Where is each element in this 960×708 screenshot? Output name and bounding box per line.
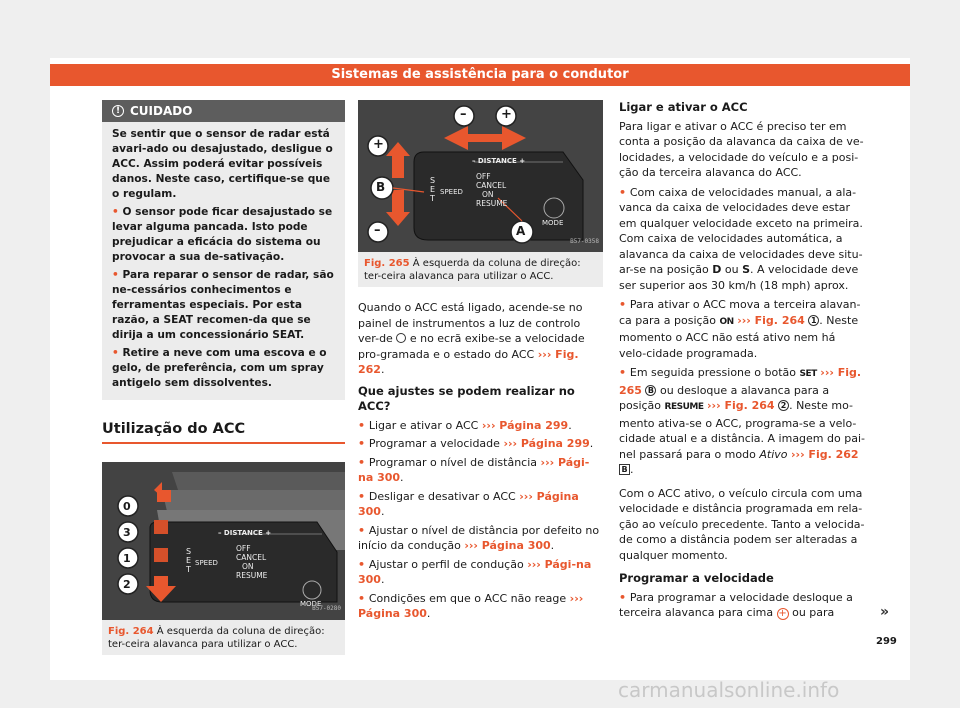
list-item (358, 455, 603, 486)
lever-set-labels (186, 547, 191, 574)
caution-bullet-text: Para reparar o sensor de radar, são ne-cessários conhecimentos e ferramentas especiais. Por esta razão, a SEAT recomen-da que se dirija a um concessionário SEAT. (112, 269, 334, 341)
lever-speed-label: SPEED (195, 558, 218, 567)
figure-label-2: 2 (123, 577, 131, 591)
page-link[interactable]: ››› Pági-na 300 (358, 557, 592, 586)
page-number: 299 (876, 636, 897, 647)
column-middle (358, 100, 603, 625)
list-item (358, 436, 603, 452)
figure-caption-text: À esquerda da coluna de direção: ter-ceira alavanca para utilizar o ACC. (108, 625, 325, 650)
figure-number: Fig. 265 (364, 258, 410, 269)
lever-distance-label: – DISTANCE + (472, 157, 526, 165)
plus-label: + (501, 107, 512, 122)
text: Em seguida pressione o botão (629, 366, 797, 379)
intro-text: Quando o ACC está ligado, acende-se no painel de instrumentos a luz de controlo ver-de (358, 301, 583, 345)
position-on: ON (719, 316, 734, 327)
figure-265-image (358, 100, 603, 252)
section-title-text: Utilização do ACC (102, 421, 246, 437)
continue-marker: » (880, 604, 890, 620)
text: . A velocidade deve ser superior aos 30 km/h (18 mph) aprox. (619, 263, 859, 292)
text: . Neste mo-mento ativa-se o ACC, programa-se a velo-cidade atual e a distância. A imagem do pai-nel passará para o modo (619, 399, 865, 461)
left-plus-label: + (373, 137, 384, 152)
figure-label-3: 3 (123, 525, 131, 539)
mode-ativo: Ativo (759, 447, 788, 461)
caution-bullet-text: O sensor pode ficar desajustado se levar alguma pancada. Isto pode prejudicar a eficácia do sistema ou provocar a sua de-sativação. (112, 206, 333, 263)
lever-resume-label: RESUME (236, 570, 268, 580)
figure-264 (102, 462, 345, 655)
button-set: SET (799, 369, 817, 379)
figure-caption-text: À esquerda da coluna de direção: ter-ceira alavanca para utilizar o ACC. (364, 258, 581, 282)
lever-mode-label: MODE (300, 599, 322, 608)
list-item (358, 523, 603, 554)
label-a: A (516, 224, 526, 238)
punctuation: . (380, 363, 385, 376)
lever-s-label: S (430, 176, 436, 185)
lever-e-label: E (186, 555, 192, 565)
figure-link[interactable]: ››› Fig. 262 (358, 347, 579, 376)
punctuation: . (380, 573, 385, 586)
lever-mode-labels (476, 172, 507, 208)
intro-paragraph (358, 300, 603, 378)
heading-ligar: Ligar e ativar o ACC (619, 100, 748, 114)
bullet-icon: • (112, 269, 123, 281)
bullet-icon: • (619, 185, 630, 199)
text: Para ativar o ACC mova a terceira alavan-ca para a posição (619, 298, 861, 327)
callout-badge: B (645, 385, 656, 396)
bullet-icon: • (619, 590, 630, 604)
text: Com caixa de velocidades manual, a ala-vanca da caixa de velocidades deve estar em qualquer velocidade exceto na primeira. Com caixa de velocidades automática, a alavanca da caixa de velocidades deve situ-ar-se na posição (619, 185, 863, 276)
plus-badge-icon: + (778, 608, 787, 619)
text: ou para (792, 606, 835, 619)
punctuation: . (568, 418, 572, 432)
page-link[interactable]: ››› Pági-na 300 (358, 455, 590, 484)
list-item (358, 591, 603, 622)
paragraph: Para ligar e ativar o ACC é preciso ter em conta a posição da alavanca da caixa de ve-locidades, a velocidade do veículo e a posi-ção da terceira alavanca do ACC. (619, 119, 864, 179)
caution-bullet (112, 205, 337, 265)
caution-bullet-text: Retire a neve com uma escova e o gelo, de preferência, com um spray antigelo sem dissolventes. (112, 347, 327, 389)
figure-link[interactable]: ››› Fig. 264 (737, 313, 805, 327)
bullet-icon: • (358, 591, 369, 605)
caution-title: CUIDADO (130, 104, 193, 118)
lever-cancel-label: CANCEL (236, 552, 267, 562)
lever-cancel-label: CANCEL (476, 181, 507, 190)
bullet-icon: • (619, 298, 630, 311)
caution-box (102, 100, 345, 400)
list-item-text: Condições em que o ACC não reage (368, 591, 567, 605)
lever-mode-label: MODE (542, 219, 564, 227)
bullet-icon: • (358, 557, 369, 571)
lever-e-label: E (430, 185, 436, 194)
lever-distance-label: – DISTANCE + (218, 528, 272, 537)
punctuation: . (550, 539, 555, 552)
figure-label-0: 0 (123, 499, 131, 513)
bullet-icon: • (358, 523, 369, 537)
callout-badge: B (619, 464, 630, 475)
left-minus-label: – (374, 223, 381, 238)
figure-265 (358, 100, 603, 287)
bullet-icon: • (112, 206, 123, 218)
bullet-paragraph (619, 297, 865, 361)
bullet-icon: • (358, 455, 369, 469)
bullet-icon: • (619, 366, 630, 379)
figure-265-caption (358, 252, 603, 287)
lever-speed-label: SPEED (440, 188, 463, 196)
question-heading: Que ajustes se podem realizar no ACC? (358, 383, 575, 413)
page-link[interactable]: ››› Página 300 (464, 539, 551, 552)
lever-s-label: S (186, 546, 192, 556)
text: ou (724, 263, 739, 276)
lever-mode-labels (236, 544, 267, 580)
figure-number: Fig. 264 (108, 625, 154, 637)
figure-link[interactable]: ››› Fig. 264 (707, 399, 775, 412)
text: ou desloque a alavanca para a posição (619, 383, 830, 412)
caution-bullet (112, 346, 337, 391)
lever-resume-label: RESUME (476, 199, 508, 208)
list-item-text: Desligar e desativar o ACC (368, 489, 516, 503)
text: Para programar a velocidade desloque a terceira alavanca para cima (619, 590, 853, 619)
punctuation: . (630, 463, 634, 476)
punctuation: . (589, 437, 594, 450)
page-link[interactable]: ››› Página 299 (503, 437, 590, 450)
callout-badge: 2 (778, 400, 789, 411)
figure-id: B57-0280 (312, 605, 341, 612)
list-item-text: Ligar e ativar o ACC (368, 418, 479, 432)
lever-t-label: T (430, 194, 435, 203)
position-resume: RESUME (664, 402, 704, 412)
punctuation: . (400, 471, 404, 484)
lever-on-label: ON (482, 190, 494, 199)
heading-programar: Programar a velocidade (619, 571, 774, 585)
page-header: Sistemas de assistência para o condutor (50, 64, 910, 86)
bullet-paragraph (619, 365, 865, 478)
list-item-text: Programar o nível de distância (368, 455, 538, 469)
column-right (619, 100, 865, 625)
lever-off-label: OFF (236, 543, 251, 553)
bullet-paragraph (619, 590, 865, 621)
section-title (102, 422, 345, 444)
column-left (102, 100, 345, 655)
caution-paragraph: Se sentir que o sensor de radar está avari-ado ou desajustado, desligue o ACC. Assim poderá evitar possíveis danos. Neste caso, certifique-se que o regulam. (112, 128, 333, 200)
figure-264-caption (102, 620, 345, 655)
caution-header (102, 100, 345, 122)
middle-text (358, 300, 603, 622)
settings-list (358, 418, 603, 622)
bullet-paragraph (619, 185, 865, 294)
caution-body (102, 122, 345, 391)
bullet-icon: • (358, 418, 369, 432)
bullet-icon: • (112, 347, 123, 359)
lever-set-labels (430, 176, 435, 203)
bullet-icon: • (358, 489, 369, 503)
caution-bullet (112, 268, 337, 343)
page-link[interactable]: ››› Página 299 (481, 418, 569, 432)
gear-position-d: D (712, 263, 722, 276)
list-item (358, 489, 603, 520)
bullet-icon: • (358, 437, 369, 450)
list-item-text: Programar a velocidade (368, 437, 500, 450)
callout-badge: 1 (808, 315, 819, 326)
punctuation: . (380, 505, 385, 518)
punctuation: . (426, 607, 431, 620)
list-item (358, 418, 603, 434)
lever-t-label: T (186, 564, 191, 574)
label-b: B (376, 180, 386, 194)
page-link[interactable]: ››› Página 300 (358, 591, 584, 620)
figure-link[interactable]: ››› Fig. 262 (791, 447, 859, 461)
gear-position-s: S (742, 263, 751, 276)
intro-text: e no ecrã exibe-se a velocidade pro-gramada e o estado do ACC (358, 332, 585, 361)
info-circle-icon: ! (112, 105, 124, 117)
lever-off-label: OFF (476, 172, 491, 181)
page-link[interactable]: ››› Página 300 (358, 489, 579, 518)
list-item (358, 557, 603, 588)
text: . Neste momento o ACC não está ativo nem há velo-cidade programada. (619, 313, 859, 360)
figure-link[interactable]: ››› Fig. 265 (619, 366, 862, 397)
figure-label-1: 1 (123, 551, 131, 565)
figure-264-image (102, 462, 345, 620)
figure-id: B57-0358 (570, 237, 599, 245)
list-item-text: Ajustar o nível de distância por defeito no início da condução (358, 523, 600, 552)
lever-on-label: ON (242, 561, 254, 571)
list-item-text: Ajustar o perfil de condução (368, 557, 524, 571)
watermark: carmanualsonline.info (618, 678, 840, 702)
paragraph: Com o ACC ativo, o veículo circula com uma velocidade e distância programada em rela-ção ao veículo precedente. Tanto a velocida-de como a distância podem ser alteradas a qualquer momento. (619, 486, 865, 562)
minus-label: – (460, 107, 467, 122)
acc-indicator-icon (396, 333, 406, 343)
